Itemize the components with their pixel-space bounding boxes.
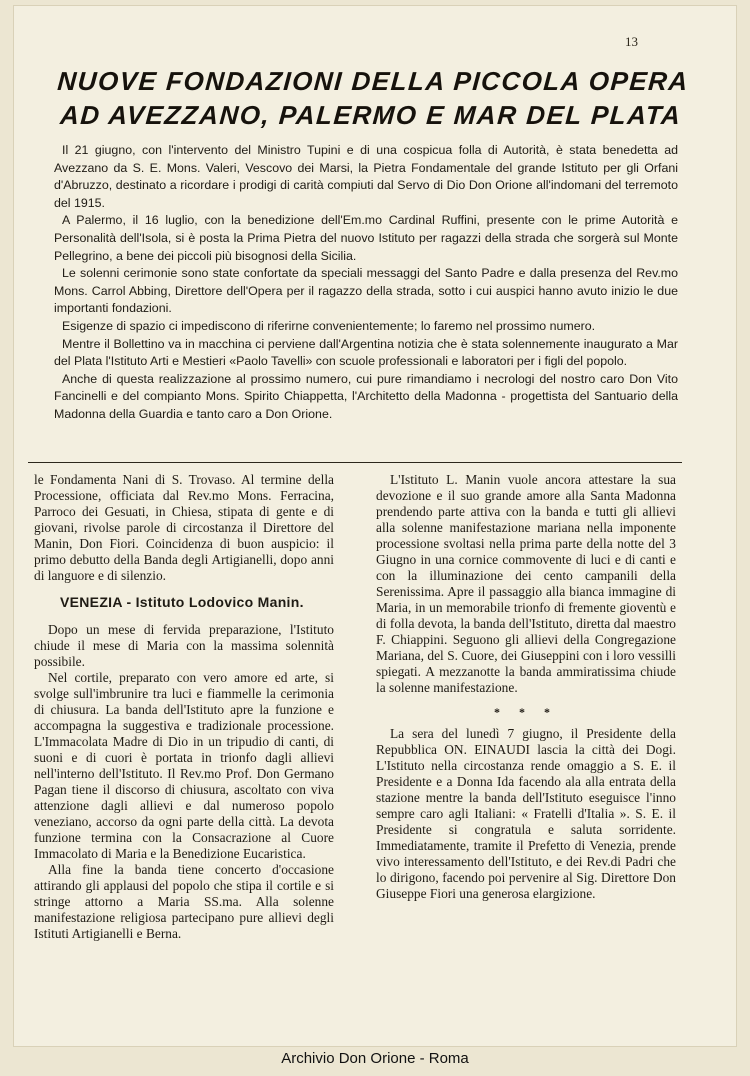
- article-title: [50, 64, 695, 132]
- title-line-1: NUOVE FONDAZIONI DELLA PICCOLA OPERA: [56, 66, 690, 96]
- intro-paragraph: Le solenni cerimonie sono state confortate da speciali messaggi del Santo Padre e dalla presenza del Rev.mo Mons. Carrol Abbing, Direttore dell'Opera per il ragazzo della strada, sotto i cui auspici hanno avuto inizio le due importanti fondazioni.: [54, 266, 678, 316]
- page-number: 13: [625, 34, 638, 49]
- section-heading-venezia: VENEZIA - Istituto Lodovico Manin.: [60, 594, 304, 610]
- column-opening-paragraph: le Fondamenta Nani di S. Trovaso. Al termine della Processione, officiata dal Rev.mo Mons. Ferracina, Parroco dei Gesuati, in Chiesa, stipata di gente e di giovani, rivolse parole di circostanza il Direttore del Manin, Don Fiori. Coincidenza di buon auspicio: il primo debutto della Banda degli Artigianelli, dopo anni di languore e di silenzio.: [34, 472, 334, 583]
- section-separator: * * *: [494, 705, 558, 719]
- intro-paragraph: A Palermo, il 16 luglio, con la benedizione dell'Em.mo Cardinal Ruffini, presente con le prime Autorità e Personalità dell'Isola, si è posta la Prima Pietra del nuovo Istituto per ragazzi della strada che sorgerà sul Monte Pellegrino, a bene dei piccoli più bisognosi della Sicilia.: [54, 213, 678, 263]
- title-line-2: AD AVEZZANO, PALERMO E MAR DEL PLATA: [59, 100, 683, 130]
- column-paragraph: Dopo un mese di fervida preparazione, l'Istituto chiude il mese di Maria con la massima solennità possibile.: [34, 622, 334, 669]
- intro-paragraph: Il 21 giugno, con l'intervento del Ministro Tupini e di una cospicua folla di Autorità, è stata benedetta ad Avezzano da S. E. Mons. Valeri, Vescovo dei Marsi, la Pietra Fondamentale del grande Istituto per gli Orfani d'Abruzzo, destinato a ricordare i prodigi di carità compiuti dal Servo di Dio Don Orione all'indomani del terremoto del 1915.: [54, 143, 678, 210]
- document-page: [14, 6, 736, 1046]
- column-paragraph: La sera del lunedì 7 giugno, il Presidente della Repubblica ON. EINAUDI lascia la città dei Dogi. L'Istituto nella circostanza rende omaggio a S. E. il Presidente e a Donna Ida facendo ala alla entrata della stazione mentre la banda dell'Istituto eseguisce l'inno sempre caro agli Italiani: « Fratelli d'Italia ». S. E. il Presidente si congratula e saluta sorridente. Immediatamente, tramite il Prefetto di Venezia, prende vivo interessamento dell'Istituto, e dei Rev.di Padri che lo dirigono, facendo poi pervenire al Sig. Direttore Don Giuseppe Fiori una generosa elargizione.: [376, 726, 676, 901]
- intro-paragraph: Esigenze di spazio ci impediscono di riferirne convenientemente; lo faremo nel prossimo numero.: [62, 318, 596, 333]
- right-column: [376, 472, 676, 902]
- column-paragraph: Alla fine la banda tiene concerto d'occasione attirando gli applausi del popolo che stipa il cortile e si stringe attorno a Maria SS.ma. Alla solenne manifestazione religiosa partecipano pure allievi degli Istituti Artigianelli e Berna.: [34, 862, 334, 941]
- section-divider: [28, 462, 682, 463]
- column-paragraph: L'Istituto L. Manin vuole ancora attestare la sua devozione e il suo grande amore alla Santa Madonna prendendo parte attiva con la banda e tutti gli allievi alla solenne manifestazione mariana nella imponente processione svoltasi nella prima parte della notte del 3 Giugno in una cornice commovente di luci e di canti e con la illuminazione dei cento campanili della Serenissima. Apre il passaggio alla bianca immagine di Maria, in un memorabile trionfo di fremente gioventù e di folla devota, la banda dell'Istituto, diretta dal maestro F. Chiappini. Seguono gli allievi della Congregazione Mariana, del S. Cuore, dei Giuseppini con i loro vessilli spiegati. A mezzanotte la banda ammiratissima chiude la solenne manifestazione.: [376, 472, 676, 695]
- intro-paragraph: Anche di questa realizzazione al prossimo numero, cui pure rimandiamo i necrologi del nostro caro Don Vito Fancinelli e del compianto Mons. Spirito Chiappetta, l'Architetto della Madonna - progettista del Santuario della Madonna della Guardia e tanto caro a Don Orione.: [54, 371, 678, 421]
- column-paragraph: Nel cortile, preparato con vero amore ed arte, si svolge sull'imbrunire tra luci e fiammelle la cerimonia di chiusura. La banda dell'Istituto apre la funzione e accompagna la suggestiva e tradizionale processione. L'Immacolata Madre di Dio in un tripudio di canti, di suoni e di cuori è portata in trionfo dagli allievi nell'interno dell'Istituto. Il Rev.mo Prof. Don Germano Pagan tiene il discorso di chiusura, ascoltato con viva attenzione dagli allievi e dal numeroso popolo veneziano, accorso da ogni parte della città. La devota funzione termina con la Consacrazione al Cuore Immacolato di Maria e la Benedizione Eucaristica.: [34, 670, 334, 861]
- intro-paragraph: Mentre il Bollettino va in macchina ci perviene dall'Argentina notizia che è stata solennemente inaugurato a Mar del Plata l'Istituto Arti e Mestieri «Paolo Tavelli» con scuole professionali e laboratori per i figli del popolo.: [54, 336, 678, 369]
- left-column: [34, 472, 334, 942]
- archive-footer: Archivio Don Orione - Roma: [281, 1050, 469, 1067]
- intro-section: [54, 142, 678, 424]
